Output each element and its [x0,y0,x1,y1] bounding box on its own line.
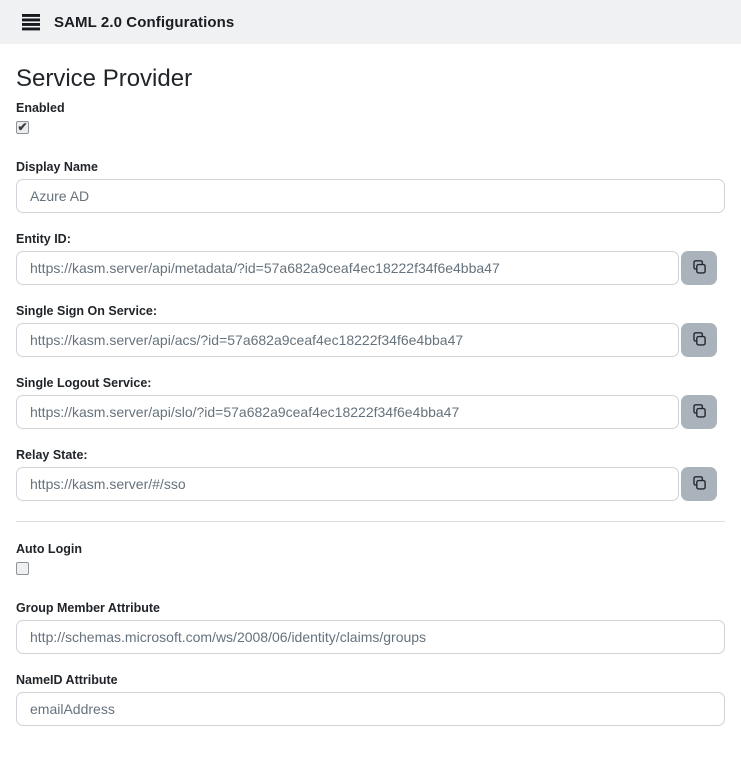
entity-id-field [16,233,725,285]
relay-state-field [16,449,725,501]
display-name-field [16,161,725,213]
sso-service-label: Single Sign On Service: [16,304,158,318]
relay-state-label: Relay State: [16,448,88,462]
topbar-title: SAML 2.0 Configurations [54,13,235,31]
auto-login-label: Auto Login [16,542,82,556]
sso-service-field [16,305,725,357]
auto-login-checkbox[interactable] [16,562,29,575]
enabled-label: Enabled [16,101,65,115]
relay-state-copy-button[interactable] [681,467,717,501]
nameid-attribute-input[interactable] [16,692,725,726]
section-heading: Service Provider [16,65,193,92]
copy-icon [691,331,707,350]
enabled-field [16,102,725,134]
slo-service-label: Single Logout Service: [16,376,152,390]
auto-login-field [16,543,725,575]
saml-config-form [0,66,741,726]
copy-icon [691,475,707,494]
copy-icon [691,403,707,422]
nameid-attribute-field [16,674,725,726]
topbar [0,0,741,44]
relay-state-input[interactable] [16,467,679,501]
sso-service-copy-button[interactable] [681,323,717,357]
group-member-attribute-input[interactable] [16,620,725,654]
display-name-input[interactable] [16,179,725,213]
slo-service-field [16,377,725,429]
section-divider [16,521,725,522]
slo-service-copy-button[interactable] [681,395,717,429]
hamburger-menu-icon[interactable] [22,13,40,32]
sso-service-input[interactable] [16,323,679,357]
entity-id-copy-button[interactable] [681,251,717,285]
slo-service-input[interactable] [16,395,679,429]
entity-id-input[interactable] [16,251,679,285]
entity-id-label: Entity ID: [16,232,71,246]
enabled-checkbox[interactable] [16,121,29,134]
display-name-label: Display Name [16,160,98,174]
group-member-attribute-label: Group Member Attribute [16,601,160,615]
nameid-attribute-label: NameID Attribute [16,673,118,687]
copy-icon [691,259,707,278]
group-member-attribute-field [16,602,725,654]
